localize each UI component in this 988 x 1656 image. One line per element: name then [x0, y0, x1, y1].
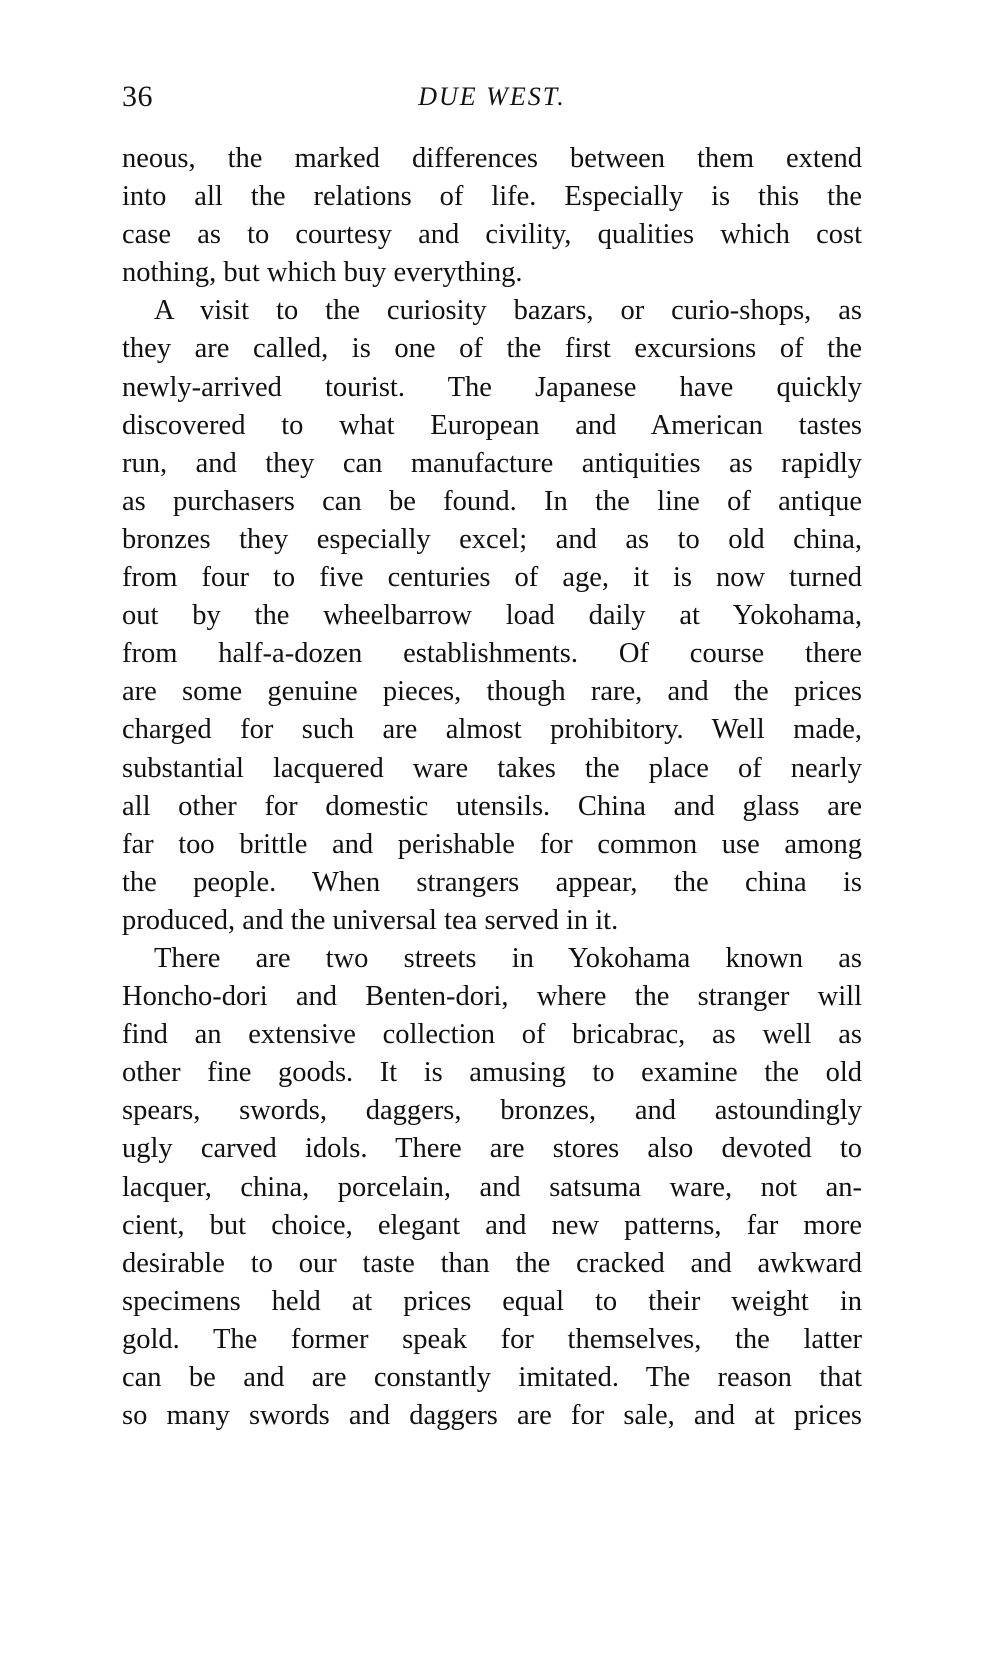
- text-line: are some genuine pieces, though rare, and the prices: [122, 676, 862, 708]
- text-line: desirable to our taste than the cracked and awkward: [122, 1247, 862, 1279]
- text-line: the people. When strangers appear, the china is: [122, 866, 862, 898]
- running-head: [122, 80, 862, 120]
- body-text: [122, 140, 862, 1435]
- text-line: charged for such are almost prohibitory. Well made,: [122, 714, 862, 746]
- text-line: spears, swords, daggers, bronzes, and astoundingly: [122, 1095, 862, 1127]
- page-number: 36: [122, 80, 153, 113]
- text-line: discovered to what European and American tastes: [122, 409, 862, 441]
- paragraph-first-line: A visit to the curiosity bazars, or curio-shops, as: [154, 295, 862, 327]
- text-line: lacquer, china, porcelain, and satsuma ware, not an-: [122, 1171, 862, 1203]
- text-line: find an extensive collection of bricabrac, as well as: [122, 1019, 862, 1051]
- text-line: ugly carved idols. There are stores also devoted to: [122, 1133, 862, 1165]
- text-line: from four to five centuries of age, it is now turned: [122, 562, 862, 594]
- text-line: so many swords and daggers are for sale, and at prices: [122, 1400, 862, 1432]
- text-line: newly-arrived tourist. The Japanese have quickly: [122, 371, 862, 403]
- text-line: out by the wheelbarrow load daily at Yokohama,: [122, 600, 862, 632]
- text-line: as purchasers can be found. In the line of antique: [122, 485, 862, 517]
- text-line: from half-a-dozen establishments. Of course there: [122, 638, 862, 670]
- running-title: DUE WEST.: [418, 82, 566, 111]
- text-line: specimens held at prices equal to their weight in: [122, 1285, 862, 1317]
- text-line: all other for domestic utensils. China and glass are: [122, 790, 862, 822]
- text-line: into all the relations of life. Especially is this the: [122, 181, 862, 213]
- text-line: produced, and the universal tea served in it.: [122, 904, 619, 936]
- text-line: cient, but choice, elegant and new patterns, far more: [122, 1209, 862, 1241]
- text-line: run, and they can manufacture antiquities as rapidly: [122, 447, 862, 479]
- text-line: Honcho-dori and Benten-dori, where the stranger will: [122, 981, 862, 1013]
- text-line: other fine goods. It is amusing to examine the old: [122, 1057, 862, 1089]
- text-line: case as to courtesy and civility, qualities which cost: [122, 219, 862, 251]
- text-line: gold. The former speak for themselves, the latter: [122, 1323, 862, 1355]
- paragraph-first-line: There are two streets in Yokohama known as: [154, 942, 862, 974]
- text-line: nothing, but which buy everything.: [122, 257, 523, 289]
- text-line: far too brittle and perishable for common use among: [122, 828, 862, 860]
- text-line: neous, the marked differences between them extend: [122, 143, 862, 174]
- text-line: they are called, is one of the first excursions of the: [122, 333, 862, 365]
- text-line: bronzes they especially excel; and as to old china,: [122, 523, 862, 555]
- text-line: substantial lacquered ware takes the place of nearly: [122, 752, 862, 784]
- text-line: can be and are constantly imitated. The reason that: [122, 1362, 862, 1393]
